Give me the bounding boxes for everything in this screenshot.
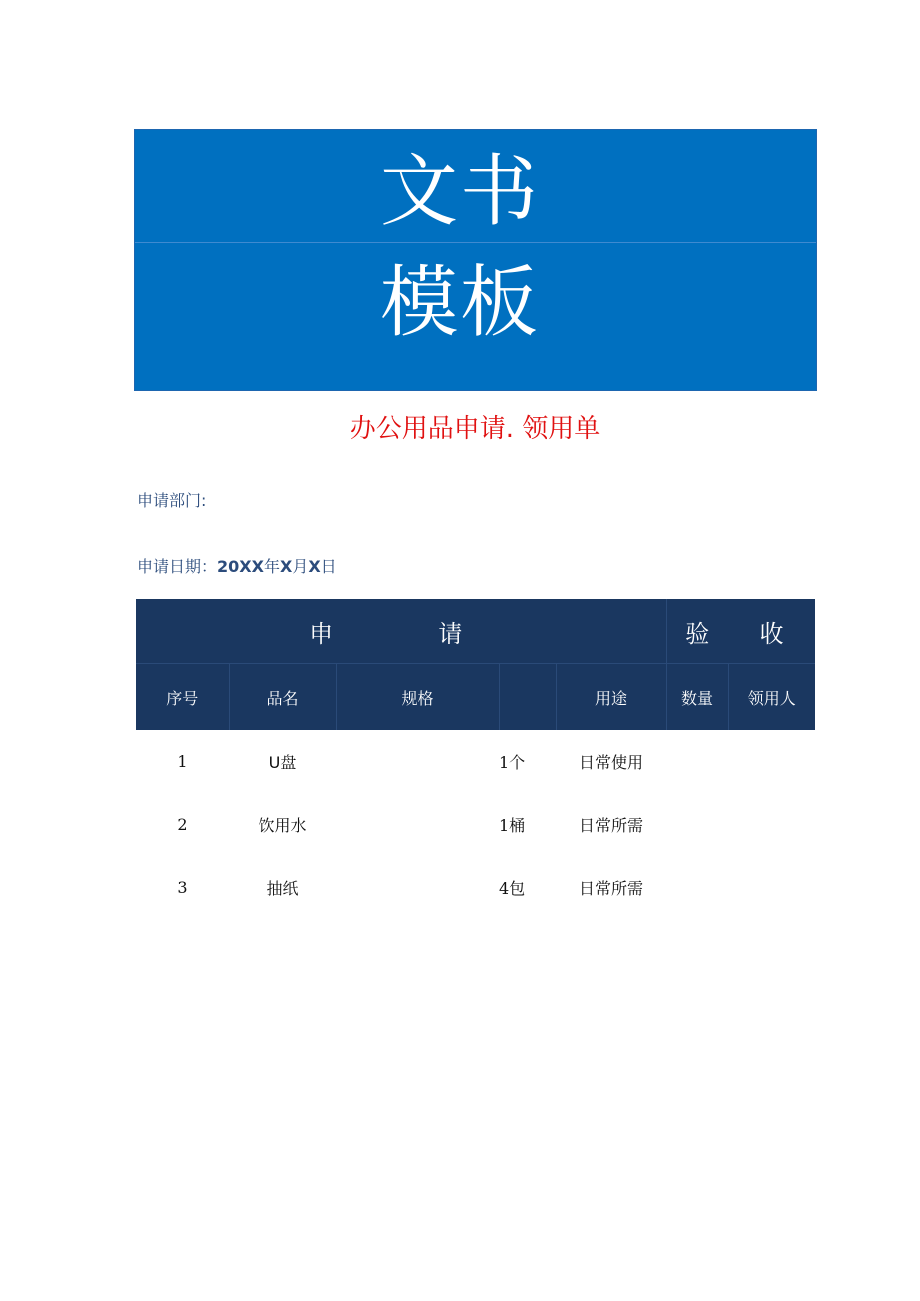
group-header-apply <box>136 599 666 664</box>
document-title: 办公用品申请. 领用单 <box>349 414 601 444</box>
supply-request-table <box>136 599 815 919</box>
date-year-unit: 年 <box>263 557 280 576</box>
cell-qty: 1桶 <box>499 816 526 835</box>
table-row <box>136 793 815 856</box>
department-field <box>137 490 206 512</box>
table-row <box>136 856 815 919</box>
date-year: 20XX <box>217 557 264 576</box>
group-header-check-2: 收 <box>728 599 815 664</box>
date-month: X <box>279 557 293 576</box>
cell-qty: 1个 <box>499 753 526 772</box>
date-field <box>137 556 337 578</box>
department-label: 申请部门: <box>137 491 207 510</box>
banner-line-2: 模板 <box>379 258 540 348</box>
cell-receiver <box>728 856 815 919</box>
cell-receiver <box>728 793 815 856</box>
cell-receiver <box>728 730 815 793</box>
column-header-no: 序号 <box>136 664 229 731</box>
cell-use: 日常所需 <box>579 816 644 835</box>
table-group-header <box>136 599 815 664</box>
cell-quantity <box>666 730 728 793</box>
date-label: 申请日期： <box>137 557 218 576</box>
cell-qty: 4包 <box>499 879 526 898</box>
column-header-blank <box>499 664 556 731</box>
cell-quantity <box>666 793 728 856</box>
cell-quantity <box>666 856 728 919</box>
cell-spec <box>336 730 499 793</box>
column-header-receiver: 领用人 <box>728 664 815 731</box>
cell-no: 1 <box>177 752 188 771</box>
cell-no: 3 <box>177 878 188 897</box>
table-column-header <box>136 664 815 731</box>
date-day: X <box>308 557 321 576</box>
date-month-unit: 月 <box>292 557 309 576</box>
cell-name: 饮用水 <box>258 816 307 835</box>
banner-line-1: 文书 <box>379 147 540 237</box>
cell-name: 抽纸 <box>266 879 299 898</box>
column-header-quantity: 数量 <box>666 664 728 731</box>
banner-divider <box>135 242 816 243</box>
cell-no: 2 <box>177 815 188 834</box>
cell-spec <box>336 856 499 919</box>
cell-spec <box>336 793 499 856</box>
table-row <box>136 730 815 793</box>
group-header-check-1: 验 <box>666 599 728 664</box>
column-header-name: 品名 <box>229 664 336 731</box>
group-header-apply-text: 申 请 <box>309 619 493 648</box>
column-header-spec: 规格 <box>336 664 499 731</box>
cell-name: U盘 <box>268 753 297 772</box>
cell-use: 日常使用 <box>579 753 644 772</box>
cell-use: 日常所需 <box>579 879 644 898</box>
date-day-unit: 日 <box>320 557 337 576</box>
column-header-use: 用途 <box>556 664 666 731</box>
